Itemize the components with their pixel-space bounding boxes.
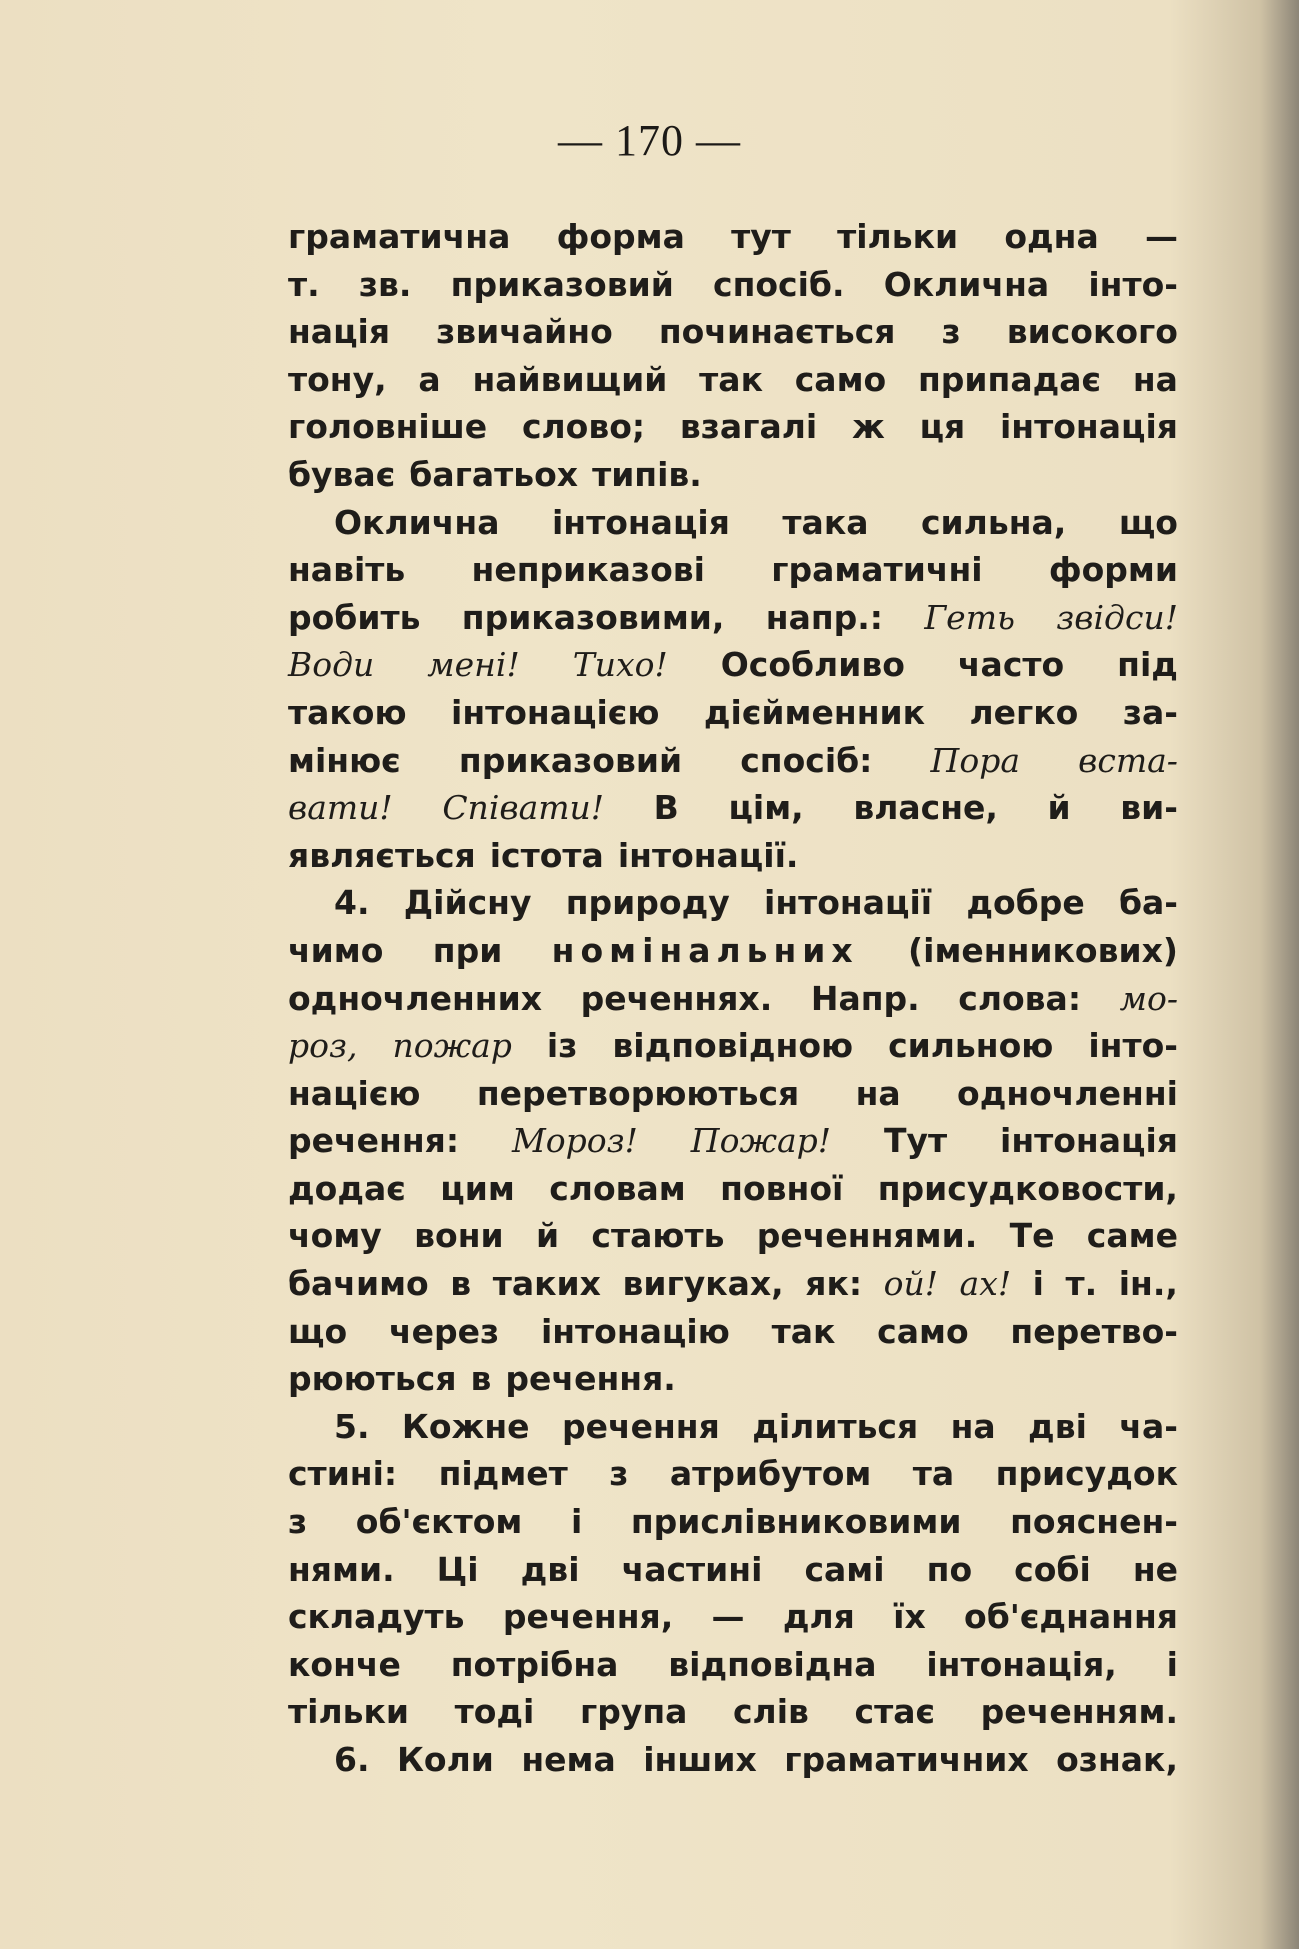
word: легко xyxy=(969,692,1079,732)
word: Ці xyxy=(436,1549,479,1589)
text-line xyxy=(288,1165,1178,1213)
word: багатьох xyxy=(409,454,579,494)
word: неприказові xyxy=(471,550,705,590)
word: речення xyxy=(561,1406,720,1446)
word: рюються xyxy=(288,1359,457,1399)
text-line xyxy=(288,1308,1178,1356)
text-line xyxy=(288,546,1178,594)
word: добре xyxy=(966,883,1085,923)
word: ви- xyxy=(1120,788,1178,828)
word: 5. xyxy=(334,1406,370,1446)
word: спосіб. xyxy=(713,264,845,304)
word: граматичних xyxy=(784,1740,1029,1779)
word: Особливо xyxy=(720,645,905,685)
word: й xyxy=(535,1216,560,1256)
text-line xyxy=(288,1546,1178,1594)
word: присудковости, xyxy=(877,1168,1178,1208)
word: одночленні xyxy=(957,1073,1178,1113)
word: зв. xyxy=(358,264,412,304)
word: словам xyxy=(549,1168,686,1208)
word: припадає xyxy=(917,359,1102,399)
word: спосіб: xyxy=(740,740,873,780)
word: Дійсну xyxy=(403,883,532,923)
word: найвищий xyxy=(472,359,668,399)
text-line xyxy=(288,1260,1178,1308)
word: являється xyxy=(288,835,476,875)
word: ж xyxy=(851,407,885,447)
word: граматичні xyxy=(771,550,983,590)
word: в xyxy=(470,1359,492,1399)
word: нями. xyxy=(288,1549,395,1589)
word: одна xyxy=(1004,217,1099,256)
word: вони xyxy=(414,1216,504,1256)
word: сильною xyxy=(888,1026,1054,1066)
text-line xyxy=(288,1212,1178,1260)
word: Оклична xyxy=(883,264,1050,304)
text-line xyxy=(288,1736,1178,1784)
page-number: — 170 — xyxy=(558,116,741,165)
italic-word: Тихо! xyxy=(572,645,668,685)
word: стині: xyxy=(288,1454,398,1494)
word: об'єктом xyxy=(355,1502,523,1542)
word: т. xyxy=(288,264,320,304)
word: і xyxy=(1032,1264,1044,1304)
word: починається xyxy=(658,312,896,352)
word: відповідна xyxy=(668,1644,877,1684)
word: по xyxy=(926,1549,973,1589)
word: дві xyxy=(1028,1406,1087,1446)
word: частині xyxy=(621,1549,763,1589)
word: таких xyxy=(492,1264,601,1304)
word: за- xyxy=(1122,692,1178,732)
word: т. xyxy=(1065,1264,1098,1304)
text-line xyxy=(288,499,1178,547)
word: чимо xyxy=(288,930,384,970)
word: напр.: xyxy=(765,597,884,637)
word: речення. xyxy=(505,1359,676,1399)
word: — xyxy=(1144,217,1178,256)
word: приказовими, xyxy=(461,597,725,637)
word: інтонацію xyxy=(540,1311,730,1351)
word: 6. xyxy=(334,1740,370,1779)
word: під xyxy=(1117,645,1178,685)
word: стає xyxy=(854,1692,936,1732)
word: істота xyxy=(489,835,604,875)
text-line xyxy=(288,1403,1178,1451)
word: на xyxy=(1132,359,1178,399)
text-line xyxy=(288,1022,1178,1070)
italic-word: Геть xyxy=(924,597,1015,637)
word: нація xyxy=(288,312,391,352)
word: приказовий xyxy=(450,264,674,304)
word: високого xyxy=(1006,312,1178,352)
word: мінює xyxy=(288,740,401,780)
word: і xyxy=(570,1502,583,1542)
word: Кожне xyxy=(401,1406,530,1446)
word: речення, xyxy=(502,1597,674,1637)
italic-word: звідси! xyxy=(1056,597,1178,637)
word: інтонації. xyxy=(617,835,799,875)
text-line xyxy=(288,1641,1178,1689)
word: звичайно xyxy=(436,312,613,352)
word: реченнях. xyxy=(580,978,773,1018)
word: інтонація xyxy=(1000,407,1178,447)
word: об'єднання xyxy=(964,1597,1178,1637)
word: природу xyxy=(565,883,730,923)
word: сильна, xyxy=(920,502,1067,542)
text-line xyxy=(288,356,1178,404)
word: слово; xyxy=(521,407,646,447)
italic-word: ах! xyxy=(959,1264,1012,1304)
word: через xyxy=(388,1311,500,1351)
word: ця xyxy=(919,407,966,447)
text-line xyxy=(288,689,1178,737)
word: інтонація, xyxy=(926,1644,1117,1684)
word: само xyxy=(794,359,887,399)
italic-word: Співати! xyxy=(442,788,605,828)
word: так xyxy=(699,359,763,399)
word: ін., xyxy=(1118,1264,1178,1304)
word: і xyxy=(1166,1644,1178,1684)
word: на xyxy=(855,1073,901,1113)
word: тільки xyxy=(288,1692,409,1732)
text-line xyxy=(288,1498,1178,1546)
body-text xyxy=(288,213,1178,1784)
word: слів xyxy=(733,1692,809,1732)
word: тону, xyxy=(288,359,387,399)
word: інших xyxy=(643,1740,757,1779)
word: з xyxy=(288,1502,308,1542)
text-line xyxy=(288,784,1178,832)
word: саме xyxy=(1086,1216,1178,1256)
word: робить xyxy=(288,597,421,637)
word: як: xyxy=(805,1264,863,1304)
italic-word: вати! xyxy=(288,788,393,828)
word: в xyxy=(450,1264,472,1304)
italic-word: вста- xyxy=(1078,740,1178,780)
word: ознак, xyxy=(1056,1740,1178,1779)
word: В xyxy=(653,788,679,828)
word: головніше xyxy=(288,407,488,447)
word: Оклична xyxy=(334,502,500,542)
word: форми xyxy=(1048,550,1178,590)
word: нема xyxy=(521,1740,616,1779)
word: Тут xyxy=(883,1121,948,1161)
word: із xyxy=(546,1026,578,1066)
word: — xyxy=(711,1597,745,1637)
word: інтонації xyxy=(764,883,933,923)
word: тут xyxy=(731,217,791,256)
word: речення: xyxy=(288,1121,460,1161)
word: часто xyxy=(957,645,1065,685)
word: перетворюються xyxy=(476,1073,800,1113)
word: інто- xyxy=(1088,1026,1178,1066)
text-line xyxy=(288,308,1178,356)
word: навіть xyxy=(288,550,406,590)
word: дві xyxy=(520,1549,580,1589)
text-line xyxy=(288,403,1178,451)
italic-word: мо- xyxy=(1119,978,1178,1018)
word: складуть xyxy=(288,1597,465,1637)
word: реченнями. xyxy=(756,1216,978,1256)
word: інтонація xyxy=(1000,1121,1178,1161)
word: та xyxy=(912,1454,955,1494)
word: реченням. xyxy=(980,1692,1178,1732)
word: група xyxy=(579,1692,688,1732)
word: пояснен- xyxy=(1010,1502,1178,1542)
word: тільки xyxy=(837,217,959,256)
word: ча- xyxy=(1119,1406,1178,1446)
word: нацією xyxy=(288,1073,421,1113)
word: типів. xyxy=(592,454,702,494)
word: тоді xyxy=(454,1692,535,1732)
word: цим xyxy=(440,1168,515,1208)
text-line xyxy=(288,1070,1178,1118)
text-line xyxy=(288,451,1178,499)
word: присудок xyxy=(995,1454,1178,1494)
word: ділиться xyxy=(752,1406,919,1446)
word: ба- xyxy=(1118,883,1178,923)
word: потрібна xyxy=(450,1644,619,1684)
word: з xyxy=(609,1454,629,1494)
word: з xyxy=(941,312,961,352)
word: відповідною xyxy=(612,1026,854,1066)
italic-word: ой! xyxy=(883,1264,938,1304)
word: перетво- xyxy=(1010,1311,1178,1351)
word: прислівниковими xyxy=(630,1502,962,1542)
word: інтонація xyxy=(551,502,730,542)
text-line xyxy=(288,927,1178,975)
word: 4. xyxy=(334,883,370,923)
word: при xyxy=(432,930,503,970)
text-line xyxy=(288,1117,1178,1165)
word: Напр. xyxy=(810,978,920,1018)
italic-word: роз, xyxy=(288,1026,358,1066)
word: інтонацією xyxy=(451,692,660,732)
text-line xyxy=(288,1355,1178,1403)
italic-word: Пора xyxy=(930,740,1020,780)
word: самі xyxy=(804,1549,885,1589)
word: й xyxy=(1047,788,1071,828)
word: так xyxy=(771,1311,836,1351)
word: чому xyxy=(288,1216,382,1256)
text-line xyxy=(288,594,1178,642)
word: підмет xyxy=(438,1454,568,1494)
word: само xyxy=(877,1311,969,1351)
spaced-word: номінальних xyxy=(551,930,859,970)
word: (іменникових) xyxy=(908,930,1178,970)
word: цім, xyxy=(728,788,804,828)
word: така xyxy=(782,502,869,542)
word: такою xyxy=(288,692,407,732)
word: інто- xyxy=(1088,264,1178,304)
italic-word: Води xyxy=(288,645,375,685)
word: їх xyxy=(893,1597,926,1637)
word: граматична xyxy=(288,217,511,256)
word: що xyxy=(288,1311,348,1351)
word: власне, xyxy=(853,788,998,828)
word: конче xyxy=(288,1644,401,1684)
word: слова: xyxy=(958,978,1082,1018)
italic-word: мені! xyxy=(427,645,520,685)
word: на xyxy=(950,1406,996,1446)
word: форма xyxy=(556,217,685,256)
text-line xyxy=(288,1450,1178,1498)
word: що xyxy=(1118,502,1178,542)
word: Те xyxy=(1009,1216,1055,1256)
text-line xyxy=(288,641,1178,689)
italic-word: пожар xyxy=(392,1026,512,1066)
word: бачимо xyxy=(288,1264,429,1304)
word: одночленних xyxy=(288,978,543,1018)
word: не xyxy=(1132,1549,1178,1589)
text-line xyxy=(288,1593,1178,1641)
word: собі xyxy=(1014,1549,1091,1589)
word: вигуках, xyxy=(622,1264,784,1304)
italic-word: Мороз! xyxy=(511,1121,638,1161)
text-line xyxy=(288,1688,1178,1736)
text-line xyxy=(288,261,1178,309)
word: дієйменник xyxy=(703,692,926,732)
word: взагалі xyxy=(679,407,818,447)
text-line xyxy=(288,213,1178,261)
text-line xyxy=(288,832,1178,880)
word: стають xyxy=(591,1216,725,1256)
word: а xyxy=(418,359,441,399)
word: приказовий xyxy=(458,740,683,780)
text-line xyxy=(288,879,1178,927)
word: Коли xyxy=(396,1740,494,1779)
text-line xyxy=(288,737,1178,785)
word: додає xyxy=(288,1168,406,1208)
word: повної xyxy=(720,1168,844,1208)
word: для xyxy=(782,1597,855,1637)
italic-word: Пожар! xyxy=(690,1121,832,1161)
word: атрибутом xyxy=(669,1454,872,1494)
text-line xyxy=(288,975,1178,1023)
word: буває xyxy=(288,454,396,494)
